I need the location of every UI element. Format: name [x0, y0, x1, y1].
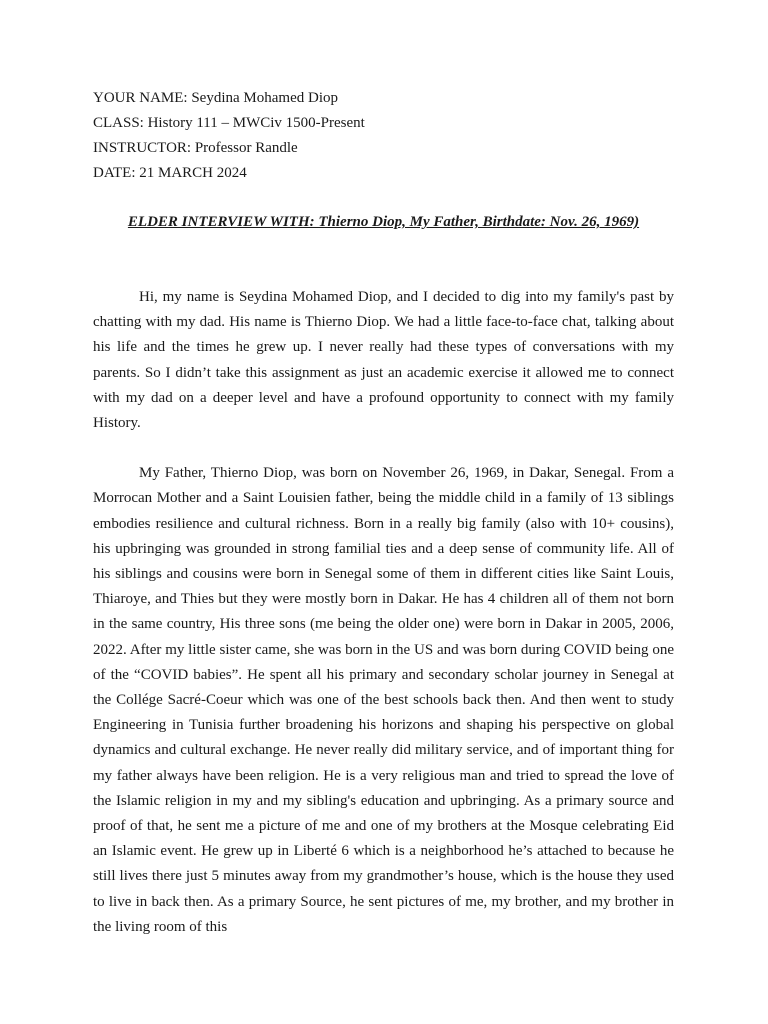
document-header — [93, 86, 693, 186]
document-body — [93, 285, 674, 940]
instructor-line: INSTRUCTOR: Professor Randle — [93, 140, 298, 156]
body-paragraph-biography: My Father, Thierno Diop, was born on November 26, 1969, in Dakar, Senegal. From a Morrocan Mother and a Saint Louisien father, being the middle child in a family of 13 siblings embodies resilience and cultural richness. Born in a really big family (also with 10+ cousins), his upbringing was grounded in strong familial ties and a deep sense of community life. All of his siblings and cousins were born in Senegal some of them in different cities like Saint Louis, Thiaroye, and Thies but they were mostly born in Dakar. He has 4 children all of them not born in the same country, His three sons (me being the older one) were born in Dakar in 2005, 2006, 2022. After my little sister came, she was born in the US and was born during COVID being one of the “COVID babies”. He spent all his primary and secondary scholar journey in Senegal at the Collége Sacré-Coeur which was one of the best schools back then. And then went to study Engineering in Tunisia further broadening his horizons and shaping his perspective on global dynamics and cultural exchange. He never really did military service, and of important thing for my father always have been religion. He is a very religious man and tried to spread the love of the Islamic religion in my and my sibling's education and upbringing. As a primary source and proof of that, he sent me a picture of me and one of my brothers at the Mosque celebrating Eid an Islamic event. He grew up in Liberté 6 which is a neighborhood he’s attached to because he still lives there just 5 minutes away from my grandmother’s house, which is the house they used to live in back then. As a primary Source, he sent pictures of me, my brother, and my brother in the living room of this — [93, 465, 674, 935]
body-paragraph-intro: Hi, my name is Seydina Mohamed Diop, and I decided to dig into my family's past by chatting with my dad. His name is Thierno Diop. We had a little face-to-face chat, talking about his life and the times he grew up. I never really had these types of conversations with my parents. So I didn’t take this assignment as just an academic exercise it allowed me to connect with my dad on a deeper level and have a profound opportunity to connect with my family History. — [93, 289, 674, 432]
class-line: CLASS: History 111 – MWCiv 1500-Present — [93, 115, 365, 131]
student-name-line: YOUR NAME: Seydina Mohamed Diop — [93, 90, 338, 106]
document-title: ELDER INTERVIEW WITH: Thierno Diop, My Father, Birthdate: Nov. 26, 1969) — [127, 214, 640, 230]
date-line: DATE: 21 MARCH 2024 — [93, 165, 247, 181]
